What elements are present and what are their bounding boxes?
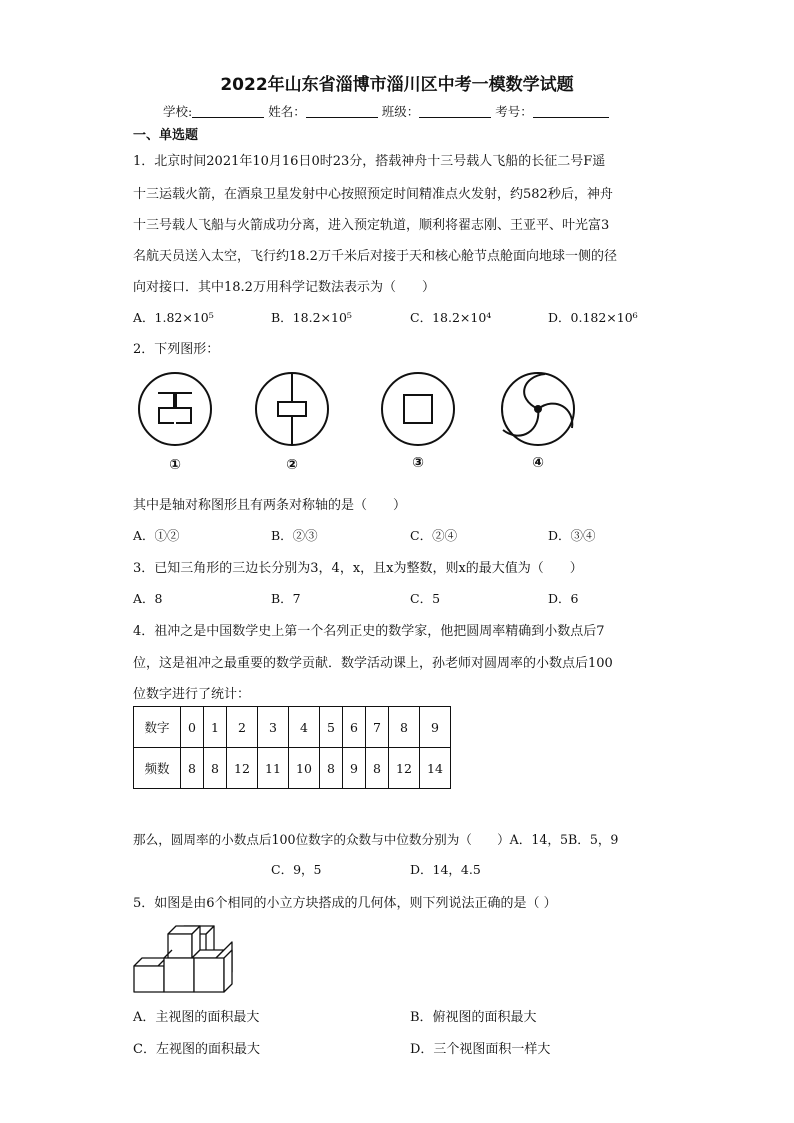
table-cell: 14 xyxy=(420,748,451,789)
table-cell: 6 xyxy=(343,707,366,748)
q2-stem: 2．下列图形： xyxy=(133,342,220,357)
q2-option-b: B．②③ xyxy=(271,528,318,543)
q2-option-d: D．③④ xyxy=(548,528,596,543)
page-title: 2022年山东省淄博市淄川区中考一模数学试题 xyxy=(220,75,574,95)
q3-option-b: B．7 xyxy=(271,591,301,606)
q5-option-d: D．三个视图面积一样大 xyxy=(410,1042,551,1057)
figure-3-circle-square xyxy=(382,373,454,445)
table-cell: 5 xyxy=(320,707,343,748)
table-row-frequencies xyxy=(134,748,451,789)
exam-no-blank xyxy=(533,105,609,118)
figure-1-circle-glyph xyxy=(139,373,211,445)
q3-option-a: A．8 xyxy=(133,591,163,606)
q3-option-d: D．6 xyxy=(548,591,579,606)
figure-label-3: ③ xyxy=(412,455,424,471)
q5-option-b: B．俯视图的面积最大 xyxy=(410,1010,537,1025)
figure-label-4: ④ xyxy=(532,455,544,471)
q4-question: 那么，圆周率的小数点后100位数字的众数与中位数分别为（ ）A．14，5B．5，9 xyxy=(133,832,619,847)
frequency-table xyxy=(133,706,451,789)
q2-option-a: A．①② xyxy=(133,528,180,543)
figure-4-triskele xyxy=(502,373,574,445)
table-cell: 11 xyxy=(258,748,289,789)
q4-line: 位数字进行了统计： xyxy=(133,687,251,702)
q1-option-a: A．1.82×10⁵ xyxy=(133,310,214,325)
q1-option-d: D．0.182×10⁶ xyxy=(548,310,638,325)
name-label: 姓名： xyxy=(268,104,306,119)
q5-stem: 5．如图是由6个相同的小立方块搭成的几何体，则下列说法正确的是（ ） xyxy=(133,896,557,911)
class-blank xyxy=(419,105,491,118)
student-info-line xyxy=(163,102,609,120)
table-cell: 4 xyxy=(289,707,320,748)
figure-label-2: ② xyxy=(286,457,298,473)
figure-2-circle-rect xyxy=(256,373,328,445)
table-cell: 8 xyxy=(320,748,343,789)
table-header-cell: 数字 xyxy=(134,707,181,748)
q1-option-c: C．18.2×10⁴ xyxy=(410,310,492,325)
table-cell: 9 xyxy=(420,707,451,748)
q4-line: 位，这是祖冲之最重要的数学贡献．数学活动课上，孙老师对圆周率的小数点后100 xyxy=(133,656,613,671)
exam-no-label: 考号： xyxy=(495,104,533,119)
table-cell: 1 xyxy=(204,707,227,748)
q2-option-c: C．②④ xyxy=(410,528,458,543)
q1-option-b: B．18.2×10⁵ xyxy=(271,310,352,325)
table-cell: 8 xyxy=(204,748,227,789)
school-blank xyxy=(192,105,264,118)
table-cell: 9 xyxy=(343,748,366,789)
q4-line: 4．祖冲之是中国数学史上第一个名列正史的数学家，他把圆周率精确到小数点后7 xyxy=(133,624,605,639)
q2-question: 其中是轴对称图形且有两条对称轴的是（ ） xyxy=(133,498,407,513)
figure-label-1: ① xyxy=(169,457,181,473)
table-cell: 12 xyxy=(227,748,258,789)
q3-option-c: C．5 xyxy=(410,591,441,606)
table-cell: 2 xyxy=(227,707,258,748)
q5-option-a: A．主视图的面积最大 xyxy=(133,1010,260,1025)
q1-line: 向对接口．其中18.2万用科学记数法表示为（ ） xyxy=(133,280,435,295)
q4-option-d: D．14，4.5 xyxy=(410,862,481,877)
class-label: 班级： xyxy=(381,104,420,119)
table-cell: 10 xyxy=(289,748,320,789)
table-cell: 8 xyxy=(181,748,204,789)
table-cell: 3 xyxy=(258,707,289,748)
name-blank xyxy=(306,105,378,118)
q3-stem: 3．已知三角形的三边长分别为3，4，x，且x为整数，则x的最大值为（ ） xyxy=(133,561,583,576)
q2-figures xyxy=(125,368,595,478)
q5-cube-figure xyxy=(128,914,240,996)
table-cell: 8 xyxy=(366,748,389,789)
table-cell: 0 xyxy=(181,707,204,748)
q1-line: 十三号载人飞船与火箭成功分离，进入预定轨道，顺利将翟志刚、王亚平、叶光富3 xyxy=(133,218,610,233)
q4-option-c: C．9，5 xyxy=(271,862,322,877)
table-header-cell: 频数 xyxy=(134,748,181,789)
table-cell: 8 xyxy=(389,707,420,748)
table-cell: 7 xyxy=(366,707,389,748)
q5-option-c: C．左视图的面积最大 xyxy=(133,1042,260,1057)
table-cell: 12 xyxy=(389,748,420,789)
q1-line: 十三运载火箭，在酒泉卫星发射中心按照预定时间精准点火发射，约582秒后，神舟 xyxy=(133,187,613,202)
q1-line: 1．北京时间2021年10月16日0时23分，搭载神舟十三号载人飞船的长征二号F遥 xyxy=(133,154,606,169)
table-row-digits xyxy=(134,707,451,748)
section-title: 一、单选题 xyxy=(133,128,199,143)
q1-line: 名航天员送入太空，飞行约18.2万千米后对接于天和核心舱节点舱面向地球一侧的径 xyxy=(133,249,617,264)
school-label: 学校: xyxy=(163,104,193,119)
